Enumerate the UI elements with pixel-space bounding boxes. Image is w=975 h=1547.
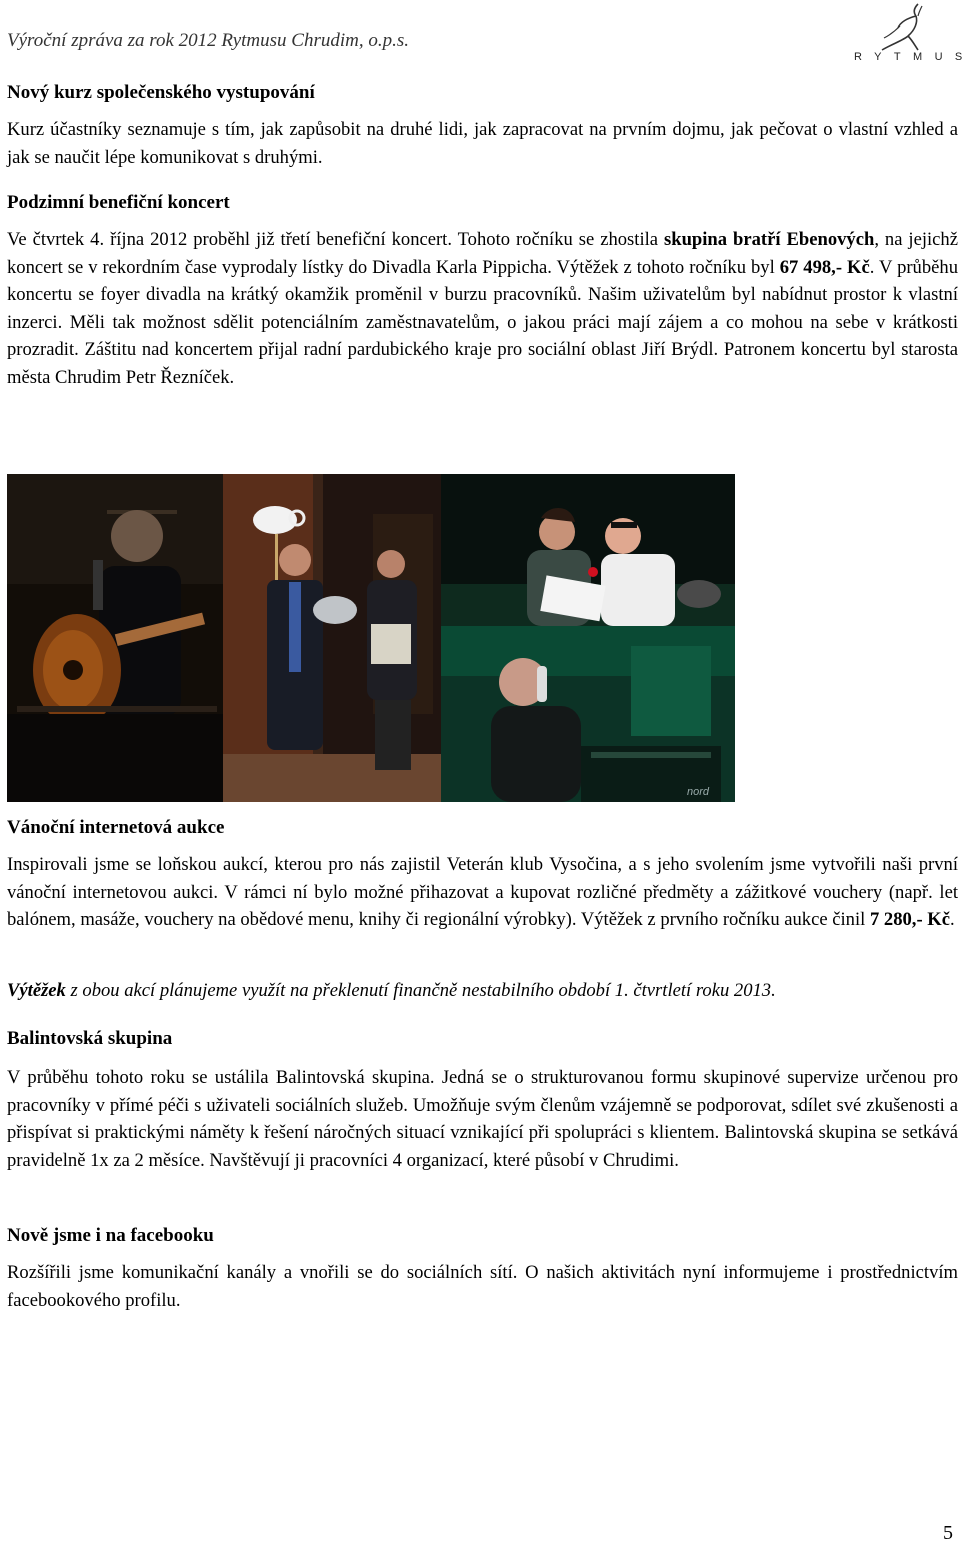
text-run: z obou akcí plánujeme využít na překlenutí finančně nestabilního období 1. čtvrtletí roku 2013.	[65, 980, 776, 1001]
bold-proceeds: 7 280,- Kč	[869, 909, 951, 930]
paragraph-kurz: Kurz účastníky seznamuje s tím, jak zapůsobit na druhé lidi, jak zapracovat na prvním dojmu, jak pečovat o vlastní vzhled a jak se naučit lépe komunikovat s druhými.	[7, 119, 958, 168]
paragraph-balint: V průběhu tohoto roku se ustálila Balintovská skupina. Jedná se o strukturovanou formu skupinové supervize určenou pro pracovníky v přímé péči s uživateli sociálních služeb. Umožňuje svým členům vzájemně se podporovat, sdílet své zkušenosti a přispívat si praktickými náměty k řešení náročných situací vznikající při spolupráci s klientem. Balintovská skupina se setkává pravidelně 1x za 2 měsíce. Navštěvují ji pracovníci 4 organizací, které působí v Chrudimi.	[7, 1067, 958, 1171]
section-heading-balint: Balintovská skupina	[7, 1028, 173, 1049]
text-run: .	[950, 909, 955, 930]
photo-brand-mark: nord	[687, 786, 710, 798]
paragraph-note	[7, 977, 958, 1005]
bold-band-name: skupina bratří Ebenových	[664, 229, 875, 250]
paragraph-facebook: Rozšířili jsme komunikační kanály a vnořili se do sociálních sítí. O našich aktivitách nyní informujeme i prostřednictvím facebookového profilu.	[7, 1262, 958, 1311]
bold-proceeds: 67 498,- Kč	[779, 256, 870, 278]
paragraph-aukce	[7, 851, 958, 934]
photo-hosts-reading	[441, 474, 735, 626]
text-run: , na jejichž koncert se v rekordním čase vyprodaly lístky do Divadla Karla Pippicha. Výtěžek z tohoto ročníku byl	[7, 229, 958, 278]
section-heading-aukce: Vánoční internetová aukce	[7, 817, 225, 838]
logo-text: RYTMUS	[854, 51, 975, 63]
dancer-figure-icon	[878, 2, 934, 52]
page-number: 5	[943, 1522, 953, 1544]
text-run: Inspirovali jsme se loňskou aukcí, kterou pro nás zajistil Veterán klub Vysočina, a s jeho svolením jsme vytvořili naši první vánoční internetovou aukci. V rámci ní bylo možné přihazovat a kupovat rozličné předměty a zážitkové vouchery (např. let balónem, masáže, vouchery na obědové menu, knihy či regionální výrobky). Výtěžek z prvního ročníku aukce činil	[7, 854, 958, 930]
section-heading-facebook: Nově jsme i na facebooku	[7, 1225, 214, 1246]
photo-singer-telephone	[441, 626, 735, 802]
photo-foyer-gift	[223, 474, 441, 802]
text-run: . V průběhu koncertu se foyer divadla na krátký okamžik proměnil v burzu pracovníků. Našim uživatelům byl nabídnut prostor k vlastní inzerci. Měli tak možnost sdělit potenciálním zaměstnavatelům, o jakou práci mají zájem a co mohou na sebe v krátkosti prozradit. Záštitu nad koncertem přijal radní pardubického kraje pro sociální oblast Jiří Brýdl. Patronem koncertu byl starosta města Chrudim Petr Řezníček.	[7, 256, 959, 388]
paragraph-koncert	[7, 226, 958, 391]
photo-singer-guitar	[7, 474, 223, 802]
rytmus-logo	[852, 2, 975, 68]
section-heading-koncert: Podzimní benefiční koncert	[7, 192, 230, 213]
text-run: Ve čtvrtek 4. října 2012 proběhl již třetí benefiční koncert. Tohoto ročníku se zhostila	[7, 229, 664, 250]
bold-note-word: Výtěžek	[7, 980, 66, 1001]
header-title: Výroční zpráva za rok 2012 Rytmusu Chrudim, o.p.s.	[7, 30, 409, 51]
section-heading-kurz: Nový kurz společenského vystupování	[7, 82, 315, 103]
